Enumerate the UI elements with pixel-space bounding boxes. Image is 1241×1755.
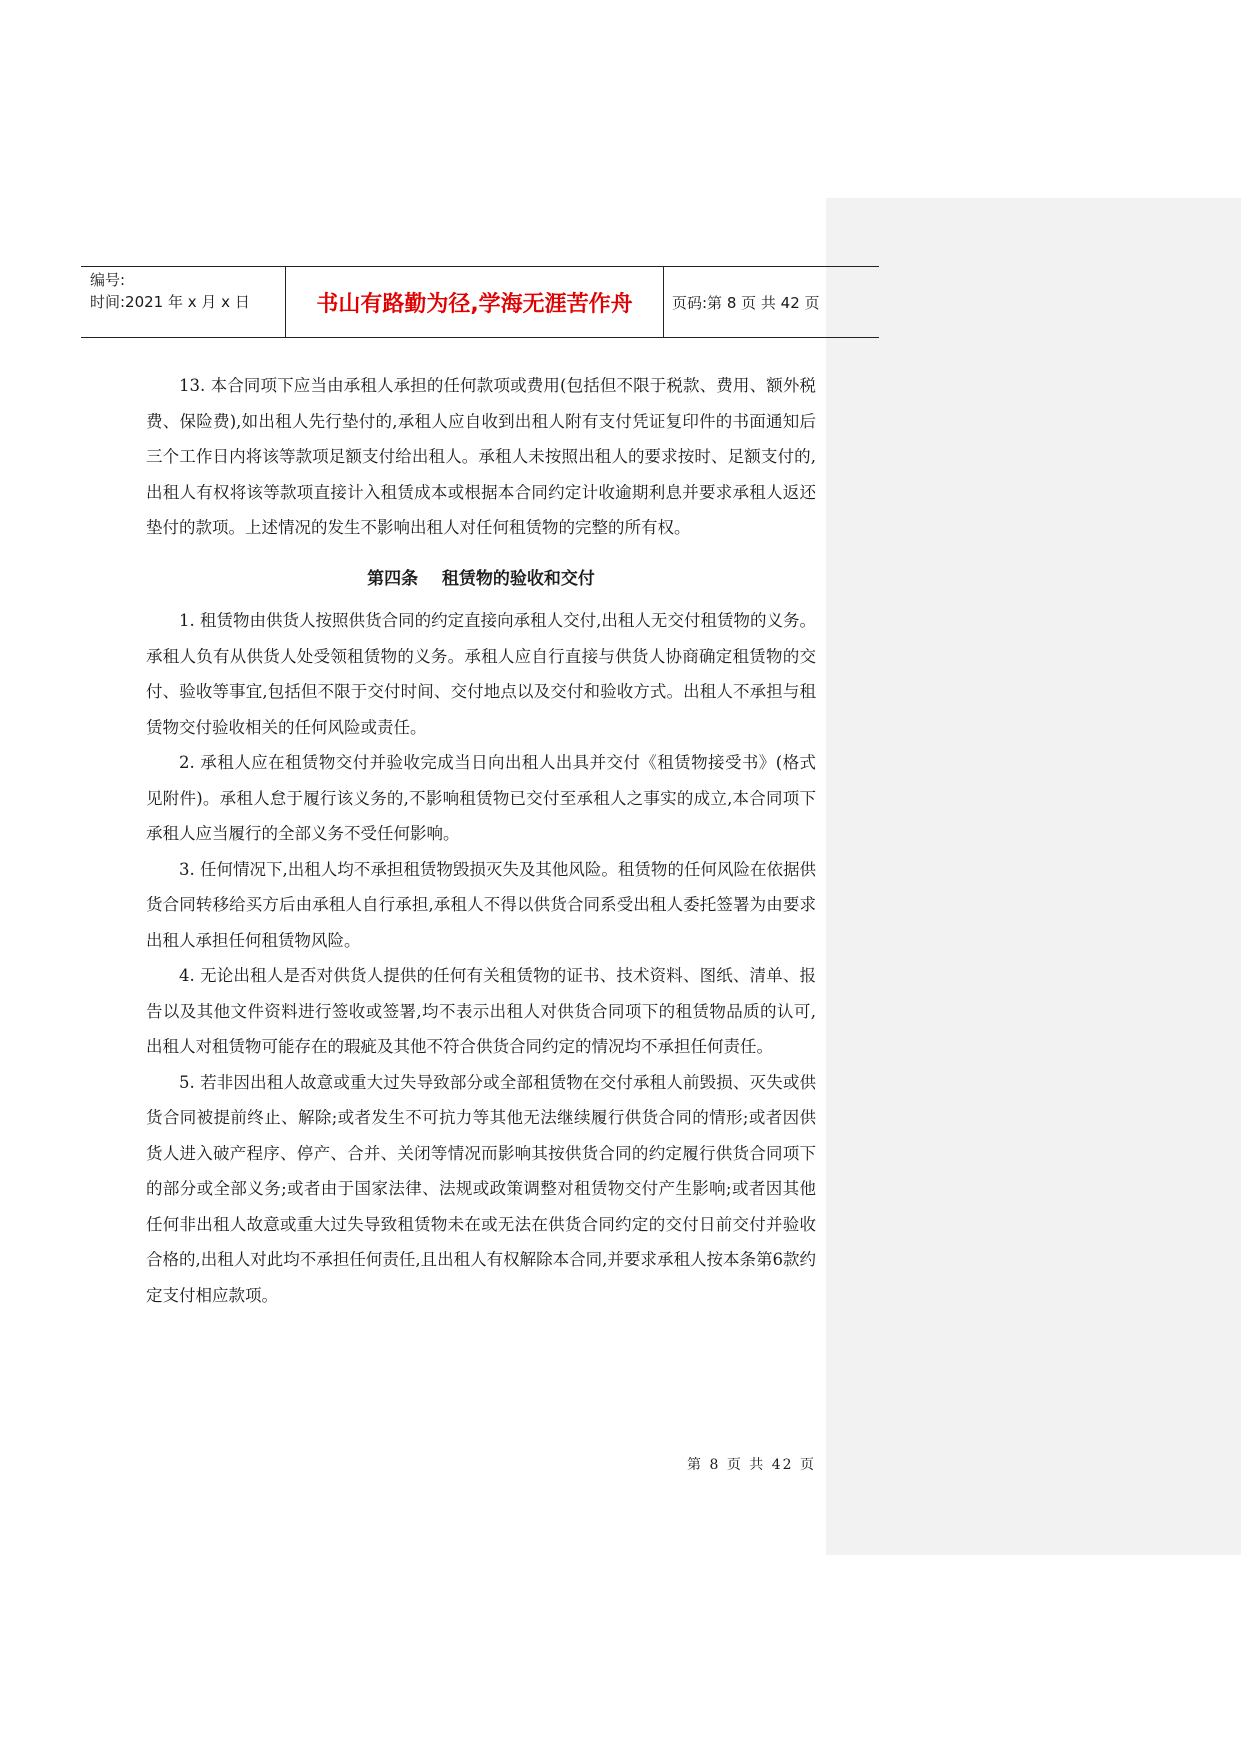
header-code-label: 编号: [90, 271, 126, 289]
paragraph-4: 4. 无论出租人是否对供货人提供的任何有关租赁物的证书、技术资料、图纸、清单、报告以及其他文件资料进行签收或签署,均不表示出租人对供货合同项下的租赁物品质的认可,出租人对租赁物可能存在的瑕疵及其他不符合供货合同约定的情况均不承担任何责任。 [146, 966, 816, 1056]
page-footer: 第 8 页 共 42 页 [687, 1457, 816, 1473]
header-motto: 书山有路勤为径,学海无涯苦作舟 [286, 267, 664, 337]
paragraph-3: 3. 任何情况下,出租人均不承担租赁物毁损灭失及其他风险。租赁物的任何风险在依据供货合同转移给买方后由承租人自行承担,承租人不得以供货合同系受出租人委托签署为由要求出租人承担任何租赁物风险。 [146, 859, 816, 950]
paragraph-2: 2. 承租人应在租赁物交付并验收完成当日向出租人出具并交付《租赁物接受书》(格式见附件)。承租人怠于履行该义务的,不影响租赁物已交付至承租人之事实的成立,本合同项下承租人应当履行的全部义务不受任何影响。 [146, 753, 816, 843]
header-page-info: 页码:第 8 页 共 42 页 [672, 293, 820, 312]
paragraph-1: 1. 租赁物由供货人按照供货合同的约定直接向承租人交付,出租人无交付租赁物的义务。承租人负有从供货人处受领租赁物的义务。承租人应自行直接与供货人协商确定租赁物的交付、验收等事宜,包括但不限于交付时间、交付地点以及交付和验收方式。出租人不承担与租赁物交付验收相关的任何风险或责任。 [146, 611, 816, 737]
section-heading: 第四条 租赁物的验收和交付 [367, 568, 595, 589]
header-meta-cell [81, 267, 286, 337]
comment-pane [826, 198, 1241, 1555]
header-table [81, 266, 879, 338]
header-time-label: 时间:2021 年 x 月 x 日 [90, 293, 250, 311]
paragraph-13: 13. 本合同项下应当由承租人承担的任何款项或费用(包括但不限于税款、费用、额外税费、保险费),如出租人先行垫付的,承租人应自收到出租人附有支付凭证复印件的书面通知后三个工作日内将该等款项足额支付给出租人。承租人未按照出租人的要求按时、足额支付的,出租人有权将该等款项直接计入租赁成本或根据本合同约定计收逾期利息并要求承租人返还垫付的款项。上述情况的发生不影响出租人对任何租赁物的完整的所有权。 [146, 376, 816, 537]
paragraph-5: 5. 若非因出租人故意或重大过失导致部分或全部租赁物在交付承租人前毁损、灭失或供货合同被提前终止、解除;或者发生不可抗力等其他无法继续履行供货合同的情形;或者因供货人进入破产程序、停产、合并、关闭等情况而影响其按供货合同的约定履行供货合同项下的部分或全部义务;或者由于国家法律、法规或政策调整对租赁物交付产生影响;或者因其他任何非出租人故意或重大过失导致租赁物未在或无法在供货合同约定的交付日前交付并验收合格的,出租人对此均不承担任何责任,且出租人有权解除本合同,并要求承租人按本条第6款约定支付相应款项。 [146, 1072, 816, 1305]
document-body [146, 368, 816, 1313]
